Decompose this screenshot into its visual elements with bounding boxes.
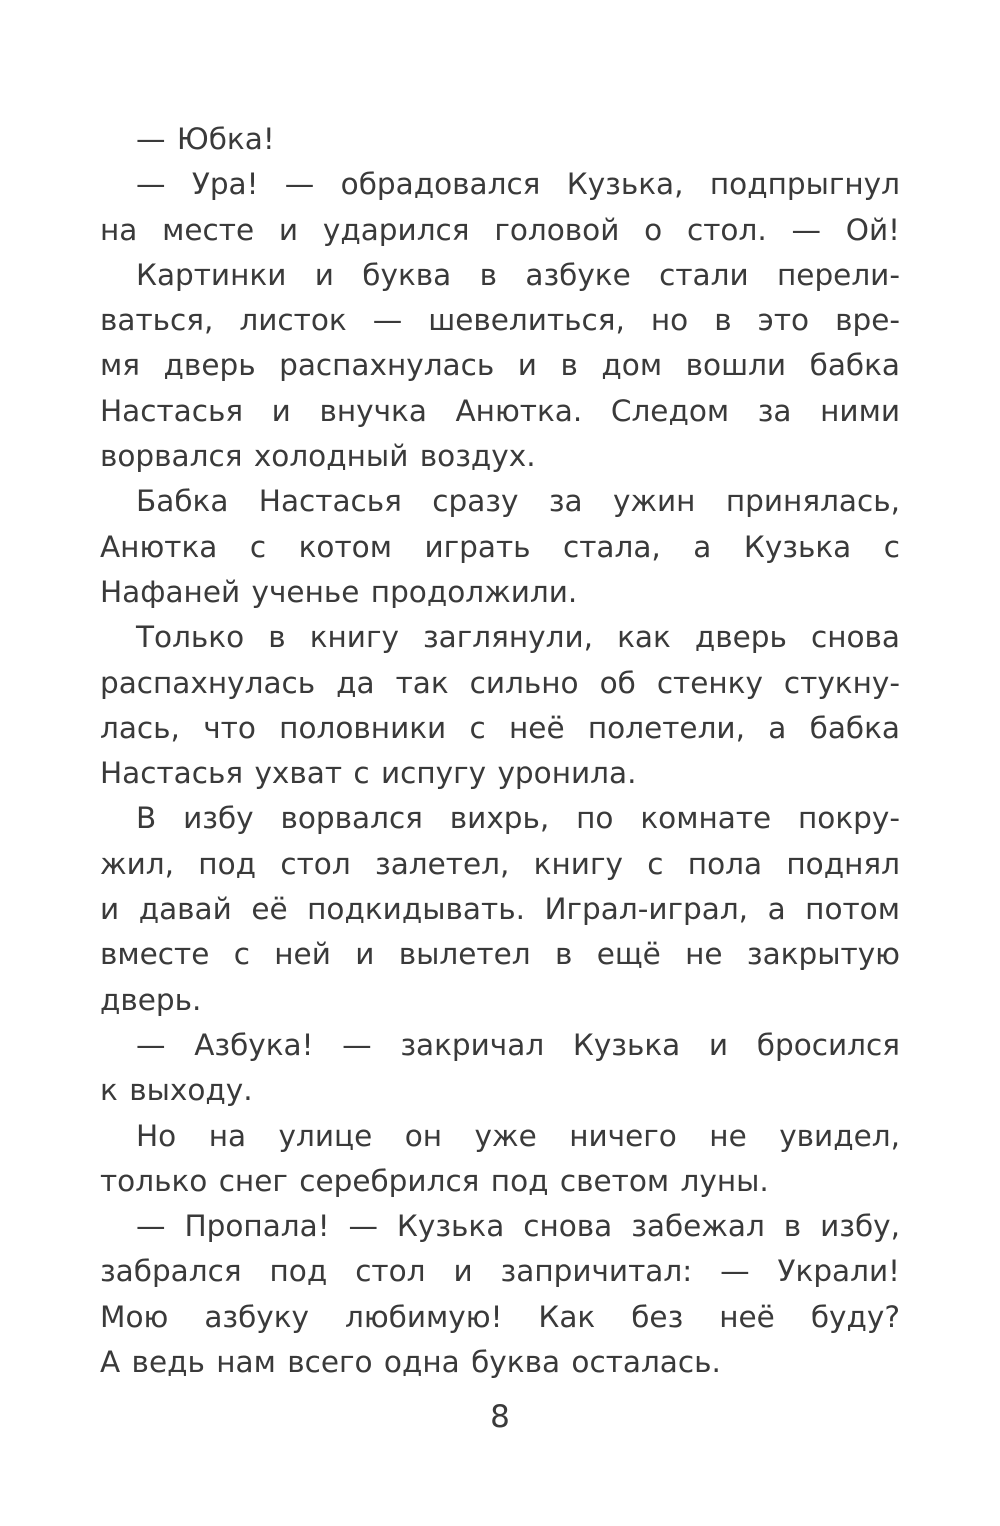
- body-text: [100, 117, 900, 1385]
- text-line: Мою азбуку любимую! Как без неё буду?: [100, 1299, 900, 1334]
- text-line: только снег серебрился под светом луны.: [100, 1163, 769, 1198]
- text-line: забрался под стол и запричитал: — Украли!: [100, 1254, 900, 1289]
- text-line: ваться, листок — шевелиться, но в это вре-: [100, 303, 900, 338]
- text-line: В избу ворвался вихрь, по комнате покру-: [136, 801, 900, 836]
- text-line: Настасья ухват с испугу уронила.: [100, 756, 637, 791]
- text-line: — Юбка!: [136, 122, 275, 156]
- text-line: лась, что половники с неё полетели, а бабка: [100, 710, 900, 745]
- text-line: на месте и ударился головой о стол. — Ой!: [100, 212, 900, 247]
- text-line: — Азбука! — закричал Кузька и бросился: [136, 1027, 900, 1062]
- text-line: мя дверь распахнулась и в дом вошли бабка: [100, 348, 900, 383]
- text-line: Картинки и буква в азбуке стали перели-: [136, 257, 900, 292]
- text-line: Анютка с котом играть стала, а Кузька с: [100, 529, 900, 564]
- page-number: 8: [490, 1399, 510, 1435]
- text-line: — Пропала! — Кузька снова забежал в избу,: [136, 1209, 900, 1244]
- text-line: распахнулась да так сильно об стенку стукну-: [100, 665, 900, 700]
- text-line: Только в книгу заглянули, как дверь снова: [136, 620, 900, 655]
- text-line: дверь.: [100, 982, 202, 1017]
- text-line: ворвался холодный воздух.: [100, 439, 536, 474]
- text-line: Настасья и внучка Анютка. Следом за ними: [100, 393, 900, 428]
- text-line: Но на улице он уже ничего не увидел,: [136, 1118, 900, 1153]
- text-line: вместе с ней и вылетел в ещё не закрытую: [100, 937, 900, 972]
- text-line: — Ура! — обрадовался Кузька, подпрыгнул: [136, 167, 900, 202]
- text-line: жил, под стол залетел, книгу с пола поднял: [100, 846, 900, 881]
- text-line: А ведь нам всего одна буква осталась.: [100, 1345, 721, 1380]
- text-line: Бабка Настасья сразу за ужин принялась,: [136, 484, 900, 519]
- text-line: и давай её подкидывать. Играл-играл, а потом: [100, 892, 900, 927]
- text-line: Нафаней ученье продолжили.: [100, 574, 578, 609]
- text-line: к выходу.: [100, 1073, 253, 1108]
